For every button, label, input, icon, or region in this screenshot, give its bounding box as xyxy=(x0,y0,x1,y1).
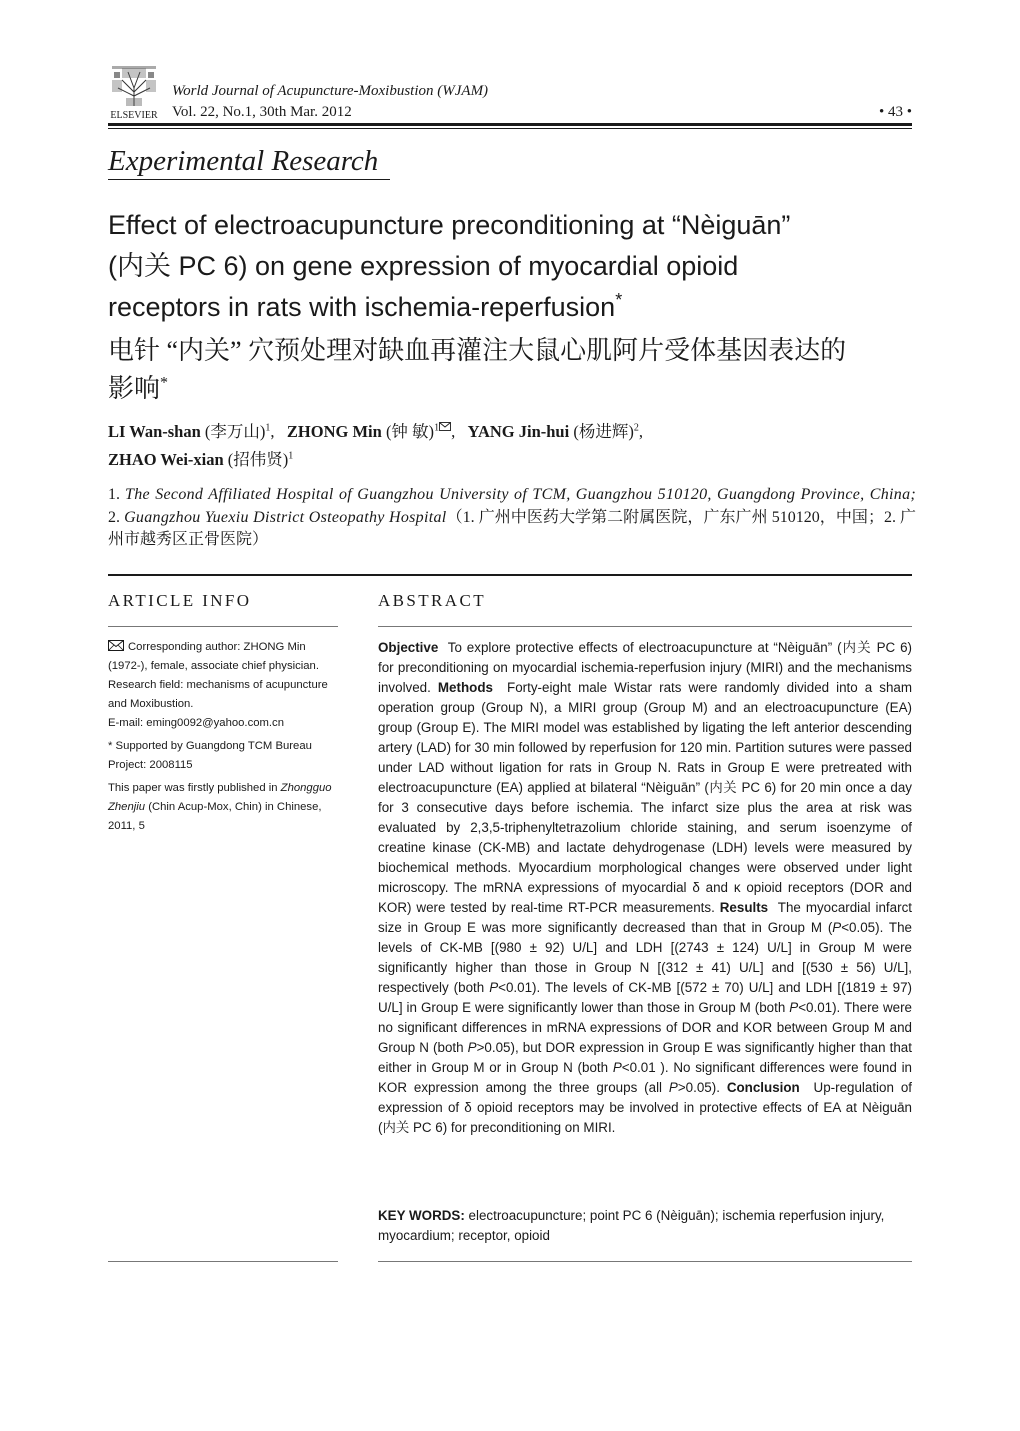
logo-text: ELSEVIER xyxy=(110,110,158,120)
abstract-paragraph xyxy=(378,638,912,1138)
author-line: LI Wan-shan (李万山)$^1$, ZHONG Min (钟 敏)$^1$ , YANG Jin-hui (杨进辉)$^2$, xyxy=(108,422,643,441)
journal-name: World Journal of Acupuncture-Moxibustion (WJAM) xyxy=(172,83,489,99)
funding-note: * Supported by Guangdong TCM Bureau Project: 2008115 xyxy=(108,740,312,771)
article-info-heading: ARTICLE INFO xyxy=(108,591,252,610)
title-english xyxy=(108,205,918,328)
header-rule xyxy=(108,123,912,126)
keywords xyxy=(378,1206,912,1246)
abstract-results: <0.01). There were no significant differences in mRNA expressions of DOR and KOR between Group M and Group N (both xyxy=(378,1000,912,1055)
elsevier-logo xyxy=(108,62,160,120)
author-name: ZHAO Wei-xian xyxy=(108,450,224,469)
p-value-symbol: P xyxy=(789,1000,799,1015)
abstract-results: <0.01). The levels of CK-MB [(572 ± 70) U/L] and LDH [(1819 ± 97) U/L] in Group E were significantly lower than those in Group M (both xyxy=(378,980,912,1015)
corresponding-author-text: Corresponding author: ZHONG Min (1972-), female, associate chief physician. Research field: mechanisms of acupuncture and Moxibustion. xyxy=(108,641,328,710)
corresponding-author xyxy=(108,638,340,733)
section-label: Experimental Research xyxy=(108,145,379,177)
author-affil-index: 1 xyxy=(288,450,294,462)
article-info xyxy=(108,638,340,840)
abstract-results: >0.05), but DOR expression in Group E was significantly higher than that either in Group M or in Group N (both xyxy=(378,1040,912,1075)
publication-note-suffix: (Chin Acup-Mox, Chin) in Chinese, 2011, 5 xyxy=(108,801,322,832)
author-chinese-name: (招伟贤) xyxy=(227,450,289,469)
author-line xyxy=(108,446,918,474)
affiliation-number: 1. xyxy=(108,486,120,503)
affiliation-2: Guangzhou Yuexiu District Osteopathy Hospital xyxy=(124,508,447,526)
title-cn-line: 电针 “内关” 穴预处理对缺血再灌注大鼠心肌阿片受体基因表达的 xyxy=(108,336,847,365)
affiliations xyxy=(108,484,916,552)
title-cn-text: 影响 xyxy=(108,374,161,403)
p-value-symbol: P xyxy=(612,1060,622,1075)
envelope-icon xyxy=(439,422,451,431)
abstract-objective: To explore protective effects of electroacupuncture at “Nèiguān” (内关 PC 6) for preconditioning on myocardial ischemia-reperfusion injury (MIRI) and the mechanisms involved. xyxy=(378,640,912,695)
abstract-bottom-rule xyxy=(378,1261,912,1262)
abstract-results: <0.01 ). No significant differences were found in KOR expression among the three groups (all xyxy=(378,1060,912,1095)
author-chinese-name: (李万山) xyxy=(204,422,266,441)
title-cn-footnote-mark: * xyxy=(160,374,169,392)
title-en-line: Effect of electroacupuncture preconditioning at “Nèiguān” xyxy=(108,210,791,240)
article-info-bottom-rule xyxy=(108,1261,338,1262)
abstract-conclusion: Up-regulation of expression of δ opioid receptors may be involved in protective effects of EA at Nèiguān (内关 PC 6) for preconditioning on MIRI. xyxy=(378,1080,912,1135)
abstract-methods-label: Methods xyxy=(437,680,493,695)
title-footnote-mark: * xyxy=(615,290,623,310)
title-en-text: receptors in rats with ischemia-reperfusion xyxy=(108,292,616,322)
author-affil-index: 1 xyxy=(434,422,440,434)
page-number: • 43 • xyxy=(878,104,912,120)
envelope-icon xyxy=(108,640,124,651)
abstract-results: >0.05). xyxy=(677,1080,720,1095)
author-affil-index: 2 xyxy=(633,422,639,434)
affiliation-1: The Second Affiliated Hospital of Guangzhou University of TCM, Guangzhou 510120, Guangdong Province, China; xyxy=(125,486,916,503)
author-name: YANG Jin-hui xyxy=(467,422,570,441)
corresponding-email[interactable]: E-mail: eming0092@yahoo.com.cn xyxy=(108,717,284,729)
keywords-label: KEY WORDS: xyxy=(378,1208,465,1223)
abstract-rule xyxy=(378,626,912,627)
p-value-symbol: P xyxy=(467,1040,477,1055)
abstract-methods: Forty-eight male Wistar rats were randomly divided into a sham operation group (Group N), a MIRI group (Group M) and an electroacupuncture (EA) group (Group E). The MIRI model was established by ligating the left anterior descending artery (LAD) for 30 min followed by reperfusion for 120 min. Partition sutures were passed under LAD without ligation for rats in Group N. Rats in Group E were pretreated with electroacupuncture (EA) applied at bilateral “Nèiguān” (内关 PC 6) for 20 min once a day for 3 consecutive days before ischemia. The infarct size plus the area at risk was evaluated by 2,3,5-triphenyltetrazolium chloride staining, and serum isoenzyme of creatine kinase (CK-MB) and lactate dehydrogenase (LDH) levels were measured by biochemical methods. Myocardium morphological changes were observed under light microscopy. The mRNA expressions of myocardial δ and κ opioid receptors (DOR and KOR) were tested by real-time RT-PCR measurements. xyxy=(378,680,912,915)
author-list xyxy=(108,418,918,474)
abstract-heading: ABSTRACT xyxy=(378,591,486,610)
publication-note xyxy=(108,779,340,836)
p-value-symbol: P xyxy=(668,1080,678,1095)
author-name: ZHONG Min xyxy=(286,422,382,441)
keywords-text: electroacupuncture; point PC 6 (Nèiguān); ischemia reperfusion injury, myocardium; receptor, opioid xyxy=(378,1208,885,1243)
p-value-symbol: P xyxy=(489,980,499,995)
abstract-results: The myocardial infarct size in Group E was more significantly decreased than that in Group M ( xyxy=(378,900,912,935)
journal-volume: Vol. 22, No.1, 30th Mar. 2012 xyxy=(172,104,352,120)
title-chinese xyxy=(108,332,918,408)
abstract-objective-label: Objective xyxy=(378,640,439,655)
title-en-line xyxy=(108,287,918,328)
affiliation-chinese: （1. 广州中医药大学第二附属医院，广东广州 510120，中国；2. 广州市越秀区正骨医院） xyxy=(108,508,916,548)
title-cn-line xyxy=(108,370,918,408)
author-affil-index: 1 xyxy=(265,422,271,434)
author-name: LI Wan-shan xyxy=(108,422,201,441)
abstract-conclusion-label: Conclusion xyxy=(726,1080,800,1095)
title-en-line: (内关 PC 6) on gene expression of myocardial opioid xyxy=(108,251,739,281)
abstract-results: <0.05). The levels of CK-MB [(980 ± 92) U/L] and LDH [(2743 ± 124) U/L] in Group M were significantly higher than those in Group N [(312 ± 41) U/L] and [(530 ± 56) U/L], respectively (both xyxy=(378,920,912,995)
author-chinese-name: (钟 敏) xyxy=(385,422,435,441)
article-info-rule xyxy=(108,626,338,627)
publication-note-prefix: This paper was firstly published in xyxy=(108,782,278,794)
header-rule-thin xyxy=(108,128,912,129)
abstract-results-label: Results xyxy=(719,900,769,915)
source-journal: Zhongguo Zhenjiu xyxy=(108,782,332,813)
p-value-symbol: P xyxy=(832,920,842,935)
section-divider xyxy=(108,574,912,576)
affiliation-number: 2. xyxy=(108,508,120,526)
section-underline xyxy=(108,179,390,180)
abstract-body xyxy=(378,638,912,1138)
author-chinese-name: (杨进辉) xyxy=(573,422,634,441)
